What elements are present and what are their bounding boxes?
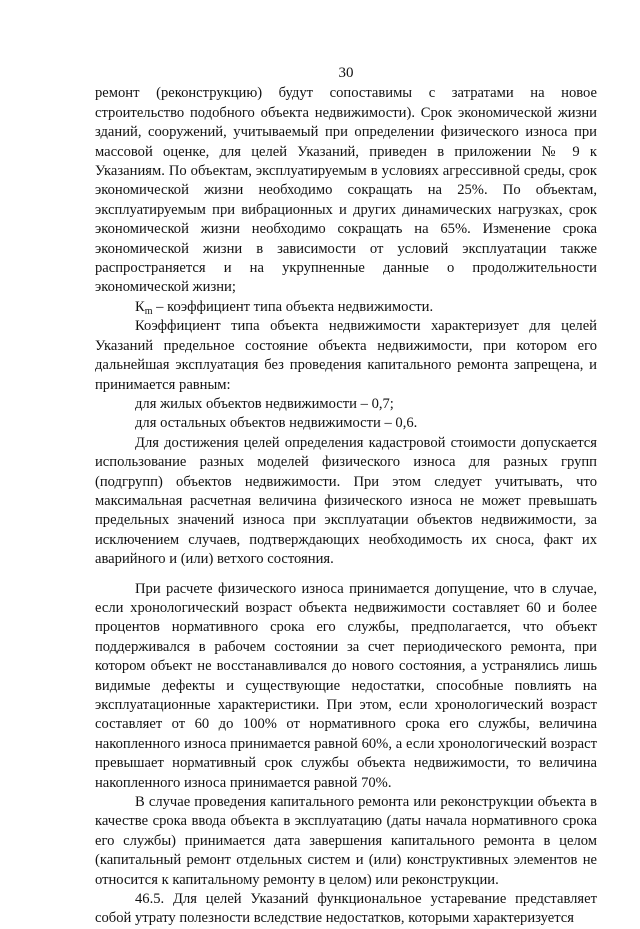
document-page xyxy=(95,64,597,929)
page-number: 30 xyxy=(338,65,354,81)
paragraph-models: Для достижения целей определения кадастровой стоимости допускается использование разных моделей физического износа для разных групп (подгрупп) объектов недвижимости. При этом следует учитывать, что максимальная расчетная величина физического износа не может превышать предельных значений износа при эксплуатации объектов недвижимости, за исключением случаев, подтверждающих необходимость их сноса, факт их аварийного и (или) ветхого состояния. xyxy=(95,434,597,568)
list-item-residential: для жилых объектов недвижимости – 0,7; xyxy=(135,395,394,412)
paragraph-economic-life: ремонт (реконструкцию) будут сопоставимы с затратами на новое строительство подобного объекта недвижимости). Срок экономической жизни зданий, сооружений, учитываемый при определении физического износа при массовой оценке, для целей Указаний, приведен в приложении № 9 к Указаниям. По объектам, эксплуатируемым в условиях агрессивной среды, срок экономической жизни необходимо сокращать на 25%. По объектам, эксплуатируемым при вибрационных и других динамических нагрузках, срок экономической жизни необходимо сокращать на 65%. Изменение срока экономической жизни в зависимости от условий эксплуатации также распространяется и на укрупненные данные о продолжительности экономической жизни; xyxy=(95,85,597,296)
paragraph-assumption: При расчете физического износа принимается допущение, что в случае, если хронологический возраст объекта недвижимости составляет 60 и более процентов нормативного срока его службы, предполагается, что объект поддерживался в рабочем состоянии за счет периодического ремонта, при котором объект не восстанавливался до нового состояния, а устранялись лишь видимые дефекты и существующие недостатки, способные повлиять на эксплуатационные характеристики. При этом, если хронологический возраст составляет от 60 до 100% от нормативного срока его службы, величина накопленного износа принимается равной 60%, а если хронологический возраст превышает нормативный срок службы объекта недвижимости, то величина накопленного износа принимается равной 70%. xyxy=(95,580,597,791)
paragraph-km-definition xyxy=(95,298,597,317)
paragraph-repair: В случае проведения капитального ремонта или реконструкции объекта в качестве срока ввода объекта в эксплуатацию (даты начала нормативного срока его службы) принимается дата завершения капитального ремонта в целом (капитальный ремонт отдельных систем и (или) конструктивных элементов не относится к капитальному ремонту в целом) или реконструкции. xyxy=(95,794,597,888)
km-definition-text: – коэффициент типа объекта недвижимости. xyxy=(152,298,434,315)
paragraph-functional-obsolescence: 46.5. Для целей Указаний функциональное устаревание представляет собой утрату полезности вследствие недостатков, которыми характеризуется xyxy=(95,891,597,927)
paragraph-km-description: Коэффициент типа объекта недвижимости характеризует для целей Указаний предельное состояние объекта недвижимости, при котором его дальнейшая эксплуатация без проведения капитального ремонта запрещена, и принимается равным: xyxy=(95,318,597,393)
list-item-other: для остальных объектов недвижимости – 0,6. xyxy=(135,415,418,432)
km-symbol: К xyxy=(135,298,145,315)
km-subscript: m xyxy=(144,305,153,317)
